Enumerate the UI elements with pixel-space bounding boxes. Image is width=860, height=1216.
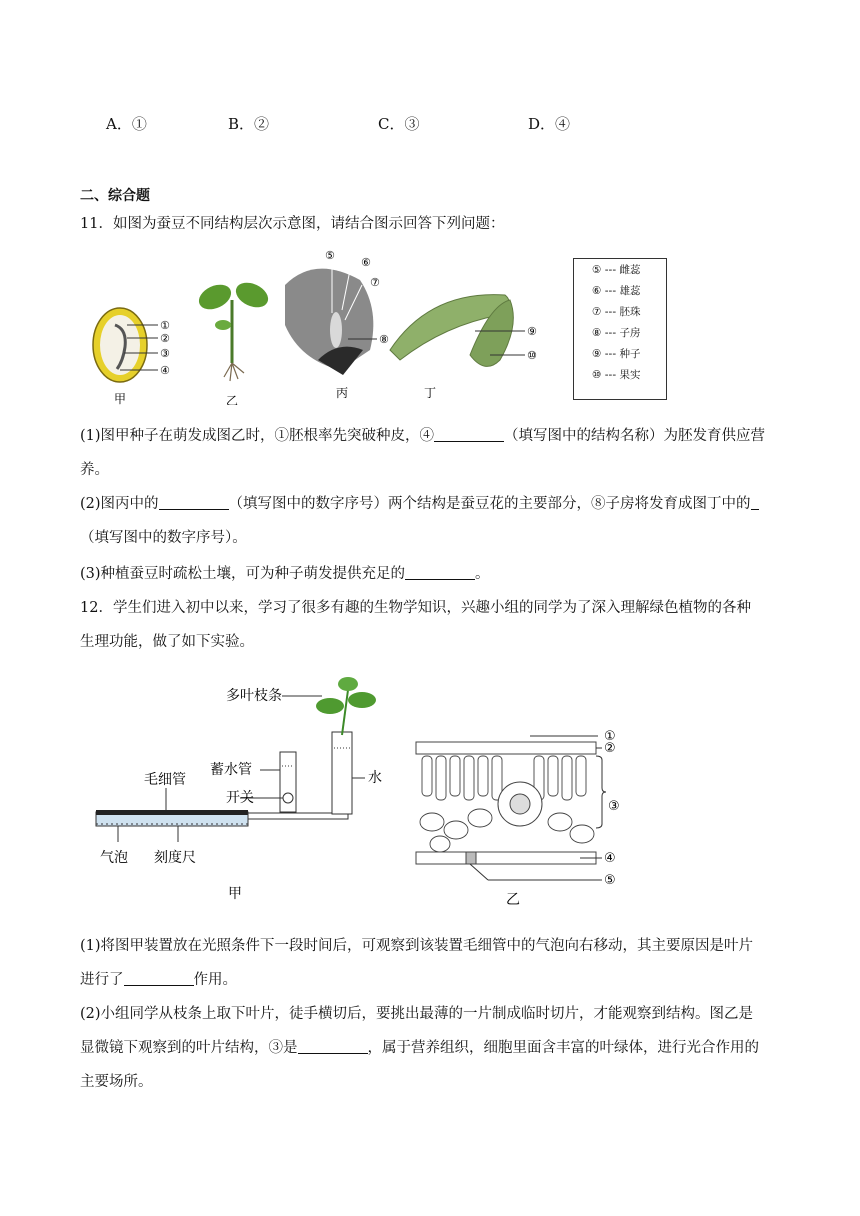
answer-blank[interactable]	[405, 565, 475, 581]
q12-part2-cont: 显微镜下观察到的叶片结构，③是 ，属于营养组织，细胞里面含丰富的叶绿体，进行光合作用的	[80, 1040, 759, 1056]
marker-9: ⑨	[527, 325, 537, 338]
q12-part2-end: 主要场所。	[80, 1074, 153, 1090]
q11-part1: (1)图甲种子在萌发成图乙时，①胚根率先突破种皮，④ （填写图中的结构名称）为胚发育供应营	[80, 428, 766, 444]
label-bubble: 气泡	[100, 850, 128, 866]
q12-stem-cont: 生理功能，做了如下实验。	[80, 634, 254, 650]
leaf-marker-1: ①	[604, 729, 616, 744]
seed-section	[93, 308, 170, 405]
leaf-marker-2: ②	[604, 741, 616, 756]
legend-item: ⑩ --- 果实	[592, 369, 641, 381]
option-a: A．①	[106, 115, 147, 133]
option-b: B．②	[228, 115, 270, 133]
label-ruler: 刻度尺	[154, 850, 196, 866]
fig-label-yi: 乙	[226, 394, 239, 405]
answer-blank[interactable]	[434, 427, 504, 443]
section-title: 二、综合题	[80, 188, 150, 204]
flower-section	[285, 249, 389, 400]
q11-part2: (2)图丙中的 （填写图中的数字序号）两个结构是蚕豆花的主要部分，⑧子房将发育成图丁中的	[80, 490, 782, 518]
legend-item: ⑤ --- 雌蕊	[592, 264, 641, 276]
legend-item: ⑧ --- 子房	[592, 327, 641, 339]
option-c: C．③	[378, 115, 420, 133]
marker-3: ③	[160, 347, 170, 360]
q11-part3: (3)种植蚕豆时疏松土壤，可为种子萌发提供充足的 。	[80, 566, 490, 582]
answer-blank[interactable]	[751, 495, 759, 511]
fig-label-bing: 丙	[336, 386, 349, 400]
label-switch: 开关	[226, 790, 254, 806]
marker-6: ⑥	[361, 256, 371, 269]
apparatus-figure	[90, 670, 410, 910]
q11-figure	[80, 245, 560, 405]
q11-stem: 11．如图为蚕豆不同结构层次示意图，请结合图示回答下列问题：	[80, 216, 505, 232]
q12-part2: (2)小组同学从枝条上取下叶片，徒手横切后，要挑出最薄的一片制成临时切片，才能观察到结构。图乙是	[80, 1006, 754, 1022]
marker-7: ⑦	[370, 276, 380, 289]
label-water: 水	[368, 770, 382, 786]
label-branch: 多叶枝条	[226, 688, 282, 704]
legend-item: ⑥ --- 雄蕊	[592, 285, 641, 297]
leaf-marker-5: ⑤	[604, 873, 616, 888]
seedling	[195, 278, 272, 405]
q12-stem: 12．学生们进入初中以来，学习了很多有趣的生物学知识，兴趣小组的同学为了深入理解绿色植物的各种	[80, 600, 751, 616]
marker-1: ①	[160, 319, 170, 332]
q12-part1-cont: 进行了 作用。	[80, 972, 237, 988]
marker-2: ②	[160, 332, 170, 345]
q11-part2-cont: （填写图中的数字序号）。	[80, 530, 247, 546]
fig-label-yi-2: 乙	[506, 892, 520, 908]
leaf-marker-4: ④	[604, 851, 616, 866]
fig-label-jia: 甲	[114, 392, 127, 405]
q11-part1-cont: 养。	[80, 462, 109, 478]
leaf-marker-3: ③	[608, 799, 620, 814]
marker-4: ④	[160, 364, 170, 377]
answer-blank[interactable]	[124, 971, 194, 987]
answer-blank[interactable]	[298, 1039, 368, 1055]
leaf-section-figure	[410, 718, 630, 908]
label-water-tube: 蓄水管	[210, 762, 252, 778]
q12-part1: (1)将图甲装置放在光照条件下一段时间后，可观察到该装置毛细管中的气泡向右移动，其主要原因是叶片	[80, 938, 754, 954]
legend-box	[573, 258, 667, 400]
option-d: D．④	[528, 115, 571, 133]
legend-item: ⑨ --- 种子	[592, 348, 641, 360]
marker-8: ⑧	[379, 333, 389, 346]
marker-10: ⑩	[527, 349, 537, 362]
marker-5: ⑤	[325, 249, 335, 262]
label-capillary: 毛细管	[144, 772, 186, 788]
legend-item: ⑦ --- 胚珠	[592, 306, 641, 318]
bean-pods	[390, 295, 537, 400]
answer-blank[interactable]	[159, 495, 229, 511]
fig-label-ding: 丁	[424, 386, 437, 400]
fig-label-jia-2: 甲	[228, 886, 242, 902]
